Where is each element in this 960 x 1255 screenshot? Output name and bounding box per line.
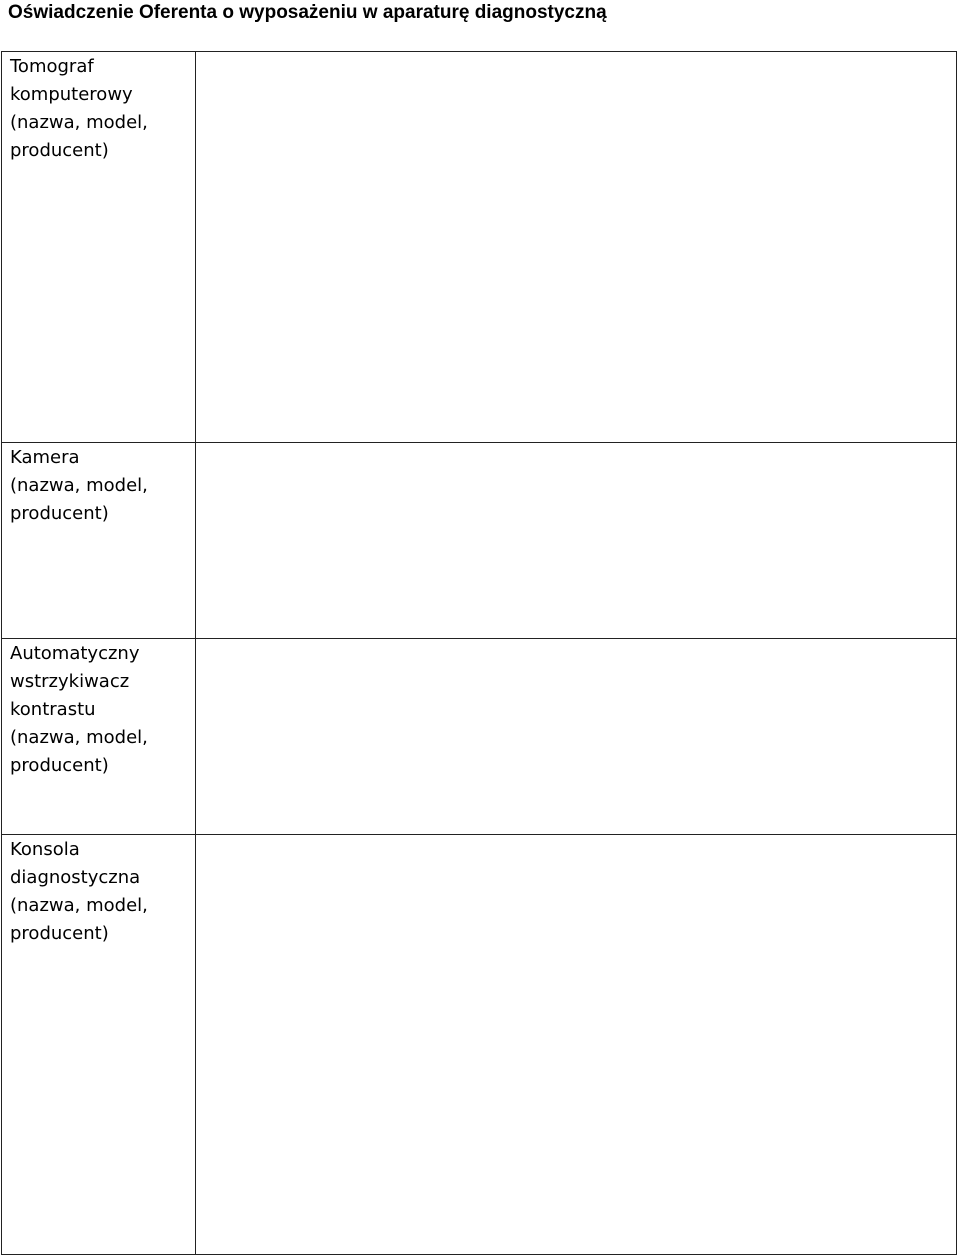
- value-field-contrast-injector[interactable]: [196, 639, 957, 835]
- table-row-contrast-injector: [2, 639, 957, 835]
- row-label-ct-scanner: Tomograf komputerowy (nazwa, model, producent): [10, 56, 148, 161]
- table-row-ct-scanner: [2, 52, 957, 443]
- value-field-ct-scanner[interactable]: [196, 52, 957, 443]
- document-title: Oświadczenie Oferenta o wyposażeniu w aparaturę diagnostyczną: [8, 2, 607, 23]
- label-cell: [2, 835, 196, 1255]
- table-row-diagnostic-console: [2, 835, 957, 1255]
- label-cell: [2, 52, 196, 443]
- label-cell: [2, 639, 196, 835]
- row-label-contrast-injector: Automatyczny wstrzykiwacz kontrastu (nazwa, model, producent): [10, 643, 148, 776]
- equipment-form-table: [1, 51, 957, 1255]
- value-field-diagnostic-console[interactable]: [196, 835, 957, 1255]
- table-row-camera: [2, 443, 957, 639]
- value-field-camera[interactable]: [196, 443, 957, 639]
- row-label-camera: Kamera (nazwa, model, producent): [10, 447, 148, 524]
- row-label-diagnostic-console: Konsola diagnostyczna (nazwa, model, producent): [10, 839, 148, 944]
- label-cell: [2, 443, 196, 639]
